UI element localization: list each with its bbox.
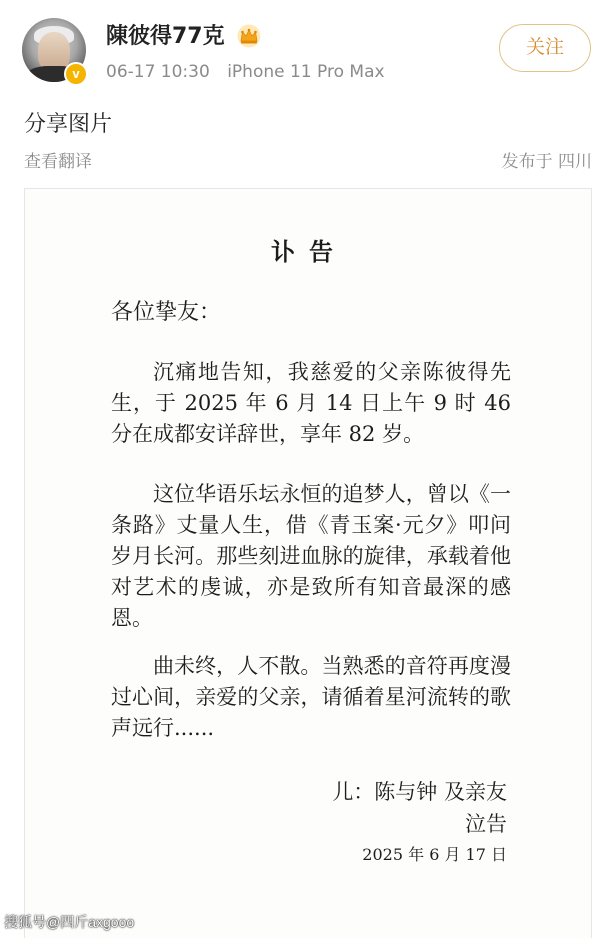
obituary-title: 讣告 bbox=[271, 237, 347, 266]
translate-link[interactable]: 查看翻译 bbox=[24, 152, 92, 172]
post-meta bbox=[106, 60, 385, 84]
follow-button[interactable]: 关注 bbox=[499, 24, 591, 72]
obituary-salutation: 各位挚友： bbox=[111, 300, 222, 325]
obituary-date: 2025 年 6 月 17 日 bbox=[362, 845, 507, 864]
obituary-document bbox=[25, 189, 592, 938]
obituary-signer: 儿：陈与钟 及亲友 bbox=[332, 780, 507, 804]
obituary-paragraph: 这位华语乐坛永恒的追梦人，曾以《一条路》丈量人生，借《青玉案·元夕》叩问岁月长河。那些刻进血脉的旋律，承载着他对艺术的虔诚，亦是致所有知音最深的感恩。 bbox=[111, 482, 511, 630]
obituary-paragraph: 曲未终，人不散。当熟悉的音符再度漫过心间，亲爱的父亲，请循着星河流转的歌声远行...... bbox=[111, 654, 511, 740]
obituary-notice: 泣告 bbox=[465, 812, 507, 836]
post-location: 发布于 四川 bbox=[501, 152, 592, 172]
post-device: iPhone 11 Pro Max bbox=[227, 62, 385, 82]
obituary-paragraph: 沉痛地告知，我慈爱的父亲陈彼得先生，于 2025 年 6 月 14 日上午 9 时 46 分在成都安详辞世，享年 82 岁。 bbox=[111, 360, 511, 446]
shared-image[interactable] bbox=[24, 188, 592, 938]
watermark: 搜狐号@四斤axgooo bbox=[4, 914, 135, 930]
post-text: 分享图片 bbox=[24, 112, 113, 137]
crown-icon bbox=[236, 24, 262, 48]
username[interactable]: 陳彼得77克 bbox=[106, 24, 225, 49]
post-timestamp: 06-17 10:30 bbox=[106, 62, 210, 82]
post-header bbox=[0, 0, 614, 100]
verified-badge-icon: v bbox=[64, 62, 88, 86]
